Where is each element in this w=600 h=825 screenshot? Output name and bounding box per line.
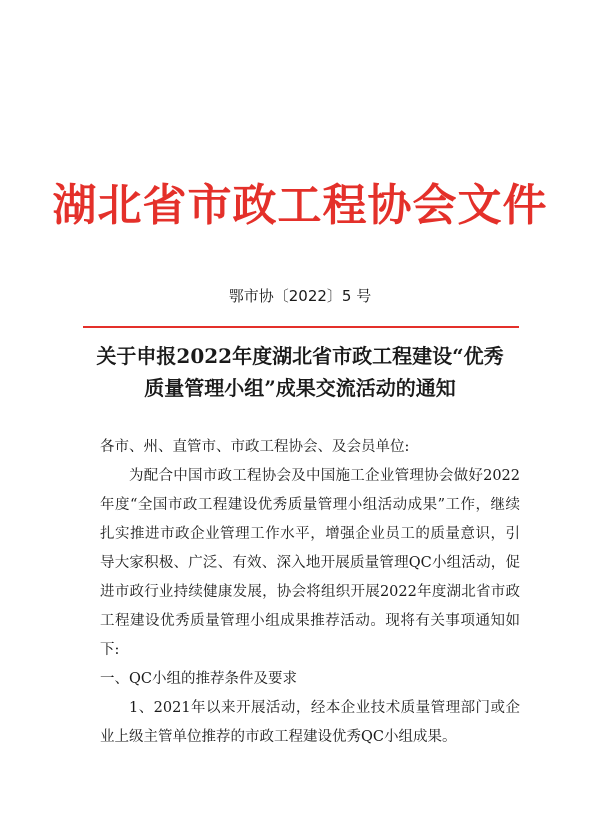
list-item: 1、2021年以来开展活动，经本企业技术质量管理部门或企业上级主管单位推荐的市政工程建设优秀QC小组成果。 bbox=[100, 700, 520, 745]
section-heading: 一、QC小组的推荐条件及要求 bbox=[100, 671, 297, 687]
body-paragraph: 为配合中国市政工程协会及中国施工企业管理协会做好2022年度“全国市政工程建设优秀质量管理小组活动成果”工作，继续扎实推进市政企业管理工作水平，增强企业员工的质量意识，引导大家积极、广泛、有效、深入地开展质量管理QC小组活动，促进市政行业持续健康发展，协会将组织开展2022年度湖北省市政工程建设优秀质量管理小组成果推荐活动。现将有关事项通知如下: bbox=[100, 468, 520, 658]
notice-title bbox=[70, 340, 530, 404]
addressee: 各市、州、直管市、市政工程协会、及会员单位: bbox=[100, 439, 410, 455]
letterhead: 湖北省市政工程协会文件 bbox=[52, 180, 548, 231]
red-divider bbox=[83, 326, 519, 328]
title-line: 关于申报2022年度湖北省市政工程建设“优秀 bbox=[96, 344, 504, 368]
document-body bbox=[100, 433, 520, 752]
title-line: 质量管理小组”成果交流活动的通知 bbox=[144, 376, 456, 400]
document-number: 鄂市协〔2022〕5 号 bbox=[228, 287, 372, 305]
